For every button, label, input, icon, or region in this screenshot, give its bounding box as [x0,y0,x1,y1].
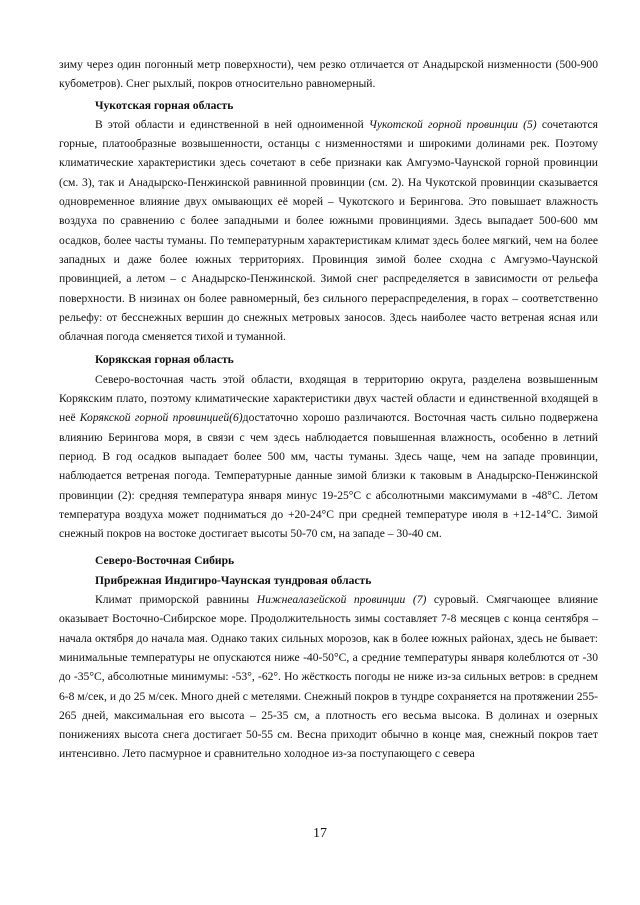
text-run: сочетаются горные, платообразные возвышенности, останцы с низменностями и широкими долинами рек. Поэтому климатические характеристики здесь сочетают в себе признаки как Амгуэмо-Чаунской горной провинции (см. 3), так и Анадырско-Пенжинской равнинной провинции (см. 2). На Чукотской провинции сказывается одновременное влияние двух омывающих её морей – Чукотского и Берингова. Это повышает влажность воздуха по сравнению с более западными и более южными провинциями. Здесь выпадает 500-600 мм осадков, более часты туманы. По температурным характеристикам климат здесь более мягкий, чем на более западных и даже более южных территориях. Провинция зимой более сходна с Амгуэмо-Чаунской провинцией, а летом – с Анадырско-Пенжинской. Зимой снег распределяется в зависимости от рельефа поверхности. В низинах он более равномерный, без сильного перераспределения, в горах – соответственно рельефу: от бесснежных вершин до снежных метровых заносов. Здесь наиболее часто ветреная ясная или облачная погода сменяется тихой и туманной. [59,117,598,344]
page-number: 17 [313,826,327,841]
heading-koryak: Корякская горная область [95,353,234,367]
intro-paragraph: зиму через один погонный метр поверхности), чем резко отличается от Анадырской низменности (500-900 кубометров). Снег рыхлый, покров относительно равномерный. [59,58,598,91]
text-run: Северо-восточная часть этой области, входящая в территорию округа, разделена возвышенным Корякским плато, поэтому климатические характеристики двух частей области и единственной входящей в неё [59,372,598,425]
province-name: Нижнеалазейской провинции (7) [256,593,427,607]
text-run: суровый. Смягчающее влияние оказывает Восточно-Сибирское море. Продолжительность зимы составляет 7-8 месяцев с конца сентября – начала октября до начала мая. Однако таких сильных морозов, как в более южных районах, здесь не бывает: минимальные температуры не опускаются ниже -40-50°С, а средние температуры января колеблются от -30 до -35°С, абсолютные минимумы: -53°, -62°. Но жёсткость погоды не ниже из-за сильных ветров: в среднем 6-8 м/сек, и до 25 м/сек. Много дней с метелями. Снежный покров в тундре сохраняется на протяжении 255-265 дней, максимальная его высота – 25-35 см, а плотность его весьма высока. В долинах и озерных понижениях высота снега достигает 50-55 см. Весна приходит обычно в конце мая, снежный покров тает интенсивно. Лето пасмурное и сравнительно холодное из-за поступающего с севера [59,593,598,761]
paragraph-siberia [59,590,598,764]
province-name: Корякской горной провинцией(6) [79,411,243,425]
heading-chukotka: Чукотская горная область [95,98,234,112]
subheading-indigiro-chaun: Прибрежная Индигиро-Чаунская тундровая область [95,573,372,587]
text-run: достаточно хорошо различаются. Восточная часть сильно подвержена влиянию Берингова моря, в связи с чем здесь наблюдается повышенная влажность, особенно в летний период. В год осадков выпадает более 500 мм, часты туманы. Здесь чаще, чем на западе провинции, наблюдается ветреная погода. Температурные данные зимой близки к таковым в Анадырско-Пенжинской провинции (2): средняя температура января минус 19-25°С с абсолютными максимумами в -48°С. Летом температура воздуха может подниматься до +20-24°С при средней температуре июля в +12-14°С. Зимой снежный покров на востоке достигает высоты 50-70 см, на западе – 30-40 см. [59,411,598,541]
text-run: Климат приморской равнины [95,593,257,607]
text-run: В этой области и единственной в ней одноименной [95,117,369,131]
heading-siberia: Северо-Восточная Сибирь [95,554,235,568]
paragraph-koryak [59,370,598,544]
province-name: Чукотской горной провинции (5) [368,117,537,131]
document-page [59,55,598,764]
paragraph-chukotka [59,115,598,347]
